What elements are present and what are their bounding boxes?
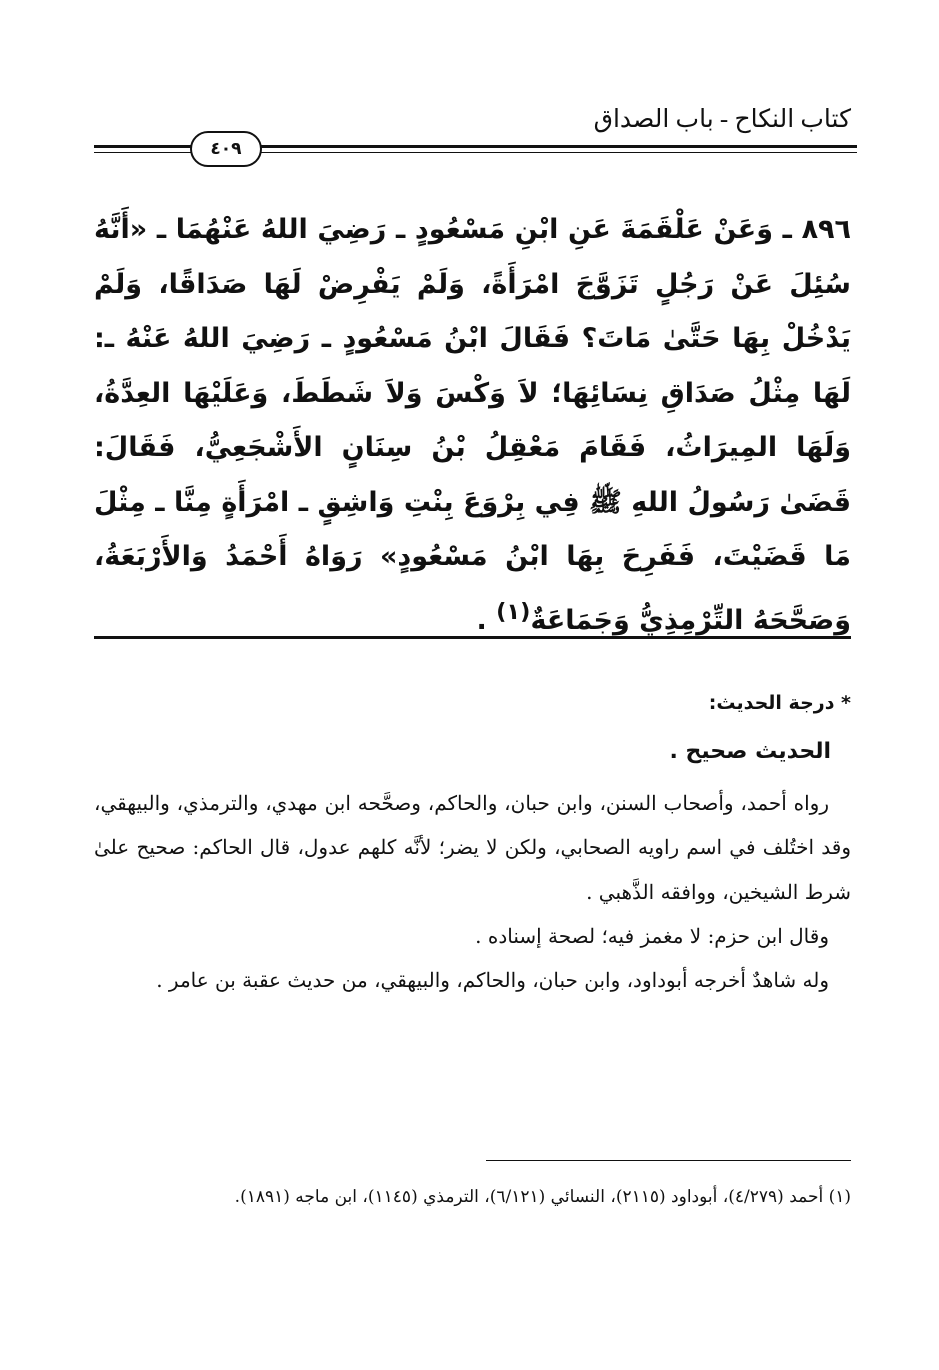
grade-verdict: الحديث صحيح . <box>669 739 831 764</box>
running-title: كتاب النكاح - باب الصداق <box>593 106 851 133</box>
hadith-number-dash: ـ <box>773 214 802 245</box>
footnote-reference[interactable]: (١) <box>496 598 531 625</box>
commentary-paragraph: وله شاهدٌ أخرجه أبوداود، وابن حبان، والحاكم، والبيهقي، من حديث عقبة بن عامر . <box>156 968 829 993</box>
footnote: (١) أحمد (٤/٢٧٩)، أبوداود (٢١١٥)، النسائي (٦/١٢١)، الترمذي (١١٤٥)، ابن ماجه (١٨٩١). <box>234 1187 851 1207</box>
section-divider <box>94 636 851 639</box>
grade-heading: * درجة الحديث: <box>708 692 851 714</box>
hadith-number: ٨٩٦ <box>801 214 852 245</box>
hadith-body: وَعَنْ عَلْقَمَةَ عَنِ ابْنِ مَسْعُودٍ ـ رَضِيَ اللهُ عَنْهُمَا ـ «أَنَّهُ سُئِلَ عَنْ رَجُلٍ تَزَوَّجَ امْرَأَةً، وَلَمْ يَفْرِضْ لَهَا صَدَاقًا، وَلَمْ يَدْخُلْ بِهَا حَتَّىٰ مَاتَ؟ فَقَالَ ابْنُ مَسْعُودٍ ـ رَضِيَ اللهُ عَنْهُ ـ: لَهَا مِثْلُ صَدَاقِ نِسَائِهَا؛ لاَ وَكْسَ وَلاَ شَطَطَ، وَعَلَيْهَا العِدَّةُ، وَلَهَا المِيرَاثُ، فَقَامَ مَعْقِلُ بْنُ سِنَانٍ الأَشْجَعِيُّ، فَقَالَ: قَضَىٰ رَسُولُ اللهِ ﷺ فِي بِرْوَعَ بِنْتِ وَاشِقٍ ـ امْرَأَةٍ مِنَّا ـ مِثْلَ مَا قَضَيْتَ، فَفَرِحَ بِهَا ابْنُ مَسْعُودٍ» رَوَاهُ أَحْمَدُ وَالأَرْبَعَةُ، وَصَحَّحَهُ التِّرْمِذِيُّ وَجَمَاعَةٌ <box>94 214 851 636</box>
hadith-end-period: . <box>476 604 497 636</box>
commentary-paragraph: رواه أحمد، وأصحاب السنن، وابن حبان، والحاكم، وصحَّحه ابن مهدي، والترمذي، والبيهقي، وقد اختُلف في اسم راويه الصحابي، ولكن لا يضر؛ لأنَّه كلهم عدول، قال الحاكم: صحيح علىٰ شرط الشيخين، ووافقه الذَّهبي . <box>94 791 851 904</box>
commentary-block <box>94 781 851 1002</box>
page-number-badge: ٤٠٩ <box>190 131 262 167</box>
commentary-paragraph: وقال ابن حزم: لا مغمز فيه؛ لصحة إسناده . <box>475 923 829 948</box>
footnote-rule <box>486 1160 851 1161</box>
hadith-text-block <box>94 203 851 648</box>
